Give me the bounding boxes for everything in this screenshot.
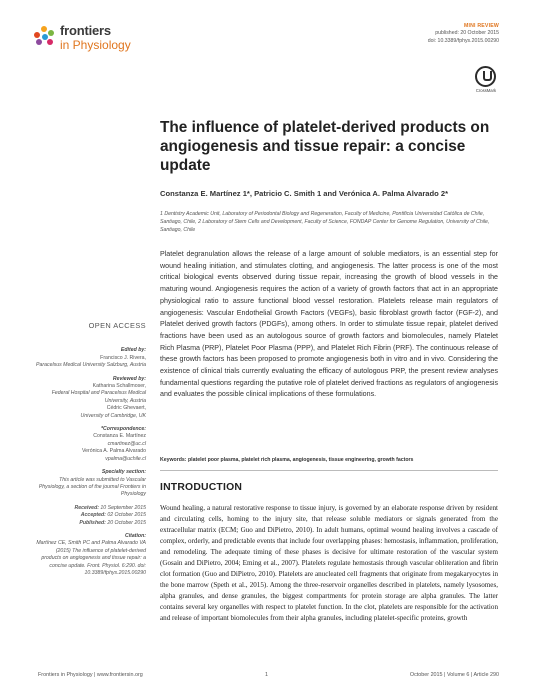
footer-issue-info: October 2015 | Volume 6 | Article 290 [409,672,499,678]
logo-brand: frontiers [60,23,111,38]
keywords-label: Keywords: [160,457,187,463]
author-list: Constanza E. Martínez 1*, Patricio C. Smith 1 and Verónica A. Palma Alvarado 2* [160,189,449,198]
published-date-sidebar: 20 October 2015 [107,519,146,526]
reviewer-name: Katharina Schallmoser, [92,383,146,390]
correspondent-name: Verónica A. Palma Alvarado [81,448,146,455]
article-title: The influence of platelet-derived products on angiogenesis and tissue repair: a concise update [160,119,490,174]
editor-name: Francisco J. Rivera, [100,354,146,361]
specialty-section-text: This article was submitted to Vascular Physiology, a section of the journal Frontiers in Physiology [38,476,146,498]
received-label: Received: [74,504,99,511]
reviewer-affiliation: Federal Hospital and Paracelsus Medical University, Austria [51,390,146,404]
doi-link[interactable]: doi: 10.3389/fphys.2015.00290 [427,37,499,44]
crossmark-label: CrossMark [475,88,497,93]
divider [160,470,498,471]
footer-journal-link[interactable]: Frontiers in Physiology | www.frontiersin.org [38,672,143,678]
reviewer-name: Cédric Ghevaert, [106,405,146,412]
citation-label: Citation: [124,532,146,539]
accepted-date: 02 October 2015 [107,512,146,519]
editor-affiliation: Paracelsus Medical University Salzburg, Austria [36,362,146,369]
reviewed-by-label: Reviewed by: [112,375,146,382]
open-access-label: OPEN ACCESS [88,321,146,330]
affiliations: 1 Dentistry Academic Unit, Laboratory of Periodontal Biology and Regeneration, Faculty of Medicine, Pontificia Universidad Católica de Chile, Santiago, Chile, 2 Laboratory of Stem Cells and Development, Faculty of Science, FONDAP Center for Genome Regulation, University of Chile, Santiago, Chile [160,211,490,233]
section-heading-introduction: INTRODUCTION [160,482,243,493]
specialty-section-label: Specialty section: [101,469,146,476]
page-number: 1 [265,672,268,678]
received-date: 10 September 2015 [100,504,146,511]
page-footer [0,670,537,686]
article-dates [36,505,146,527]
article-sidebar [36,322,146,583]
reviewer-affiliation: University of Cambridge, UK [80,412,146,419]
published-label: Published: [79,519,106,526]
keywords [160,457,498,463]
logo-mark-icon [34,24,56,46]
article-meta [428,23,499,45]
citation-text: Martínez CE, Smith PC and Palma Alvarado VA (2015) The influence of platelet-derived products on angiogenesis and tissue repair: a concise update. Front. Physiol. 6:290. doi: 10.3389/fphys.2015.00290 [36,540,146,576]
correspondence-label: *Correspondence: [101,426,146,433]
correspondent-email[interactable]: cmartinez@uc.cl [107,440,146,447]
journal-logo[interactable] [34,20,164,56]
keywords-list: platelet poor plasma, platelet rich plasma, angiogenesis, tissue engineering, growth factors [187,457,414,463]
correspondent-email[interactable]: vpalma@uchile.cl [105,455,146,462]
published-date: published: 20 October 2015 [435,30,499,37]
edited-by-label: Edited by: [120,347,146,354]
logo-journal: in Physiology [60,38,131,52]
correspondent-name: Constanza E. Martínez [93,433,146,440]
article-type: MINI REVIEW [463,23,499,29]
crossmark-button[interactable] [474,66,498,96]
accepted-label: Accepted: [80,512,106,519]
abstract: Platelet degranulation allows the release of a large amount of soluble mediators, is an essential step for wound healing initiation, and stimulates clotting, and angiogenesis. The latter process is one of the most critical biological events observed during tissue repair, increasing the growth of blood vessels in the maturing wound. Angiogenesis requires the action of a variety of growth factors that act in an appropriate physiological ratio to assure functional blood vessel restoration. Platelets release main regulators of angiogenesis: Vascular Endothelial Growth Factors (VEGFs), basic fibroblast growth factor (FGF-2), and Platelet derived growth factors (PDGFs), among others. In order to stimulate tissue repair, platelet derived fractions have been used as an autologous source of growth factors and biomolecules, namely Platelet Rich Plasma (PRP), Platelet Poor Plasma (PPP), and Platelet Rich Fibrin (PRF). The continuous release of these growth factors has been proposed to promote angiogenesis both in vitro and in vivo. Considering the existence of clinical trials currently evaluating the efficacy of autologous PRP, the present review analyses fundamental questions regarding the putative role of platelet derived fractions as regulators of angiogenesis and evaluates the possible clinical implications of these formulations. [160,250,498,399]
introduction-text: Wound healing, a natural restorative response to tissue injury, is governed by an elaborate response driven by resident and circulating cells, homing to the injury site, that release soluble mediators or signals generated from the extracellular matrix (ECM; Guo and DiPietro, 2010). In adult humans, optimal wound healing involves a cascade of complex, orderly, and predictable events that include four overlapping phases: hemostasis, inflammation, proliferation, and remodeling. The adequate timing of these phases is decisive for ultimate restoration of the vascular system (Gosain and DiPietro, 2004; Eming et al., 2007). Platelets regulate hemostasis through vascular obliteration and fibrin clot formation (Guo and DiPietro, 2010). Platelets are anucleated cell fragments that originate from megakaryocytes in the bone marrow (Speth et al., 2015). Among the three-reservoir organelles described in platelets, namely lysosomes, alpha granules, and dense granules, the biggest compartments for protein storage are alpha granules. The latter contains several key organelles with respect to platelet function. In the clot, platelets are responsible for the activation and release of important biomolecules from their alpha granules, including platelet-specific proteins, growth [160,504,498,622]
crossmark-icon [475,66,496,87]
